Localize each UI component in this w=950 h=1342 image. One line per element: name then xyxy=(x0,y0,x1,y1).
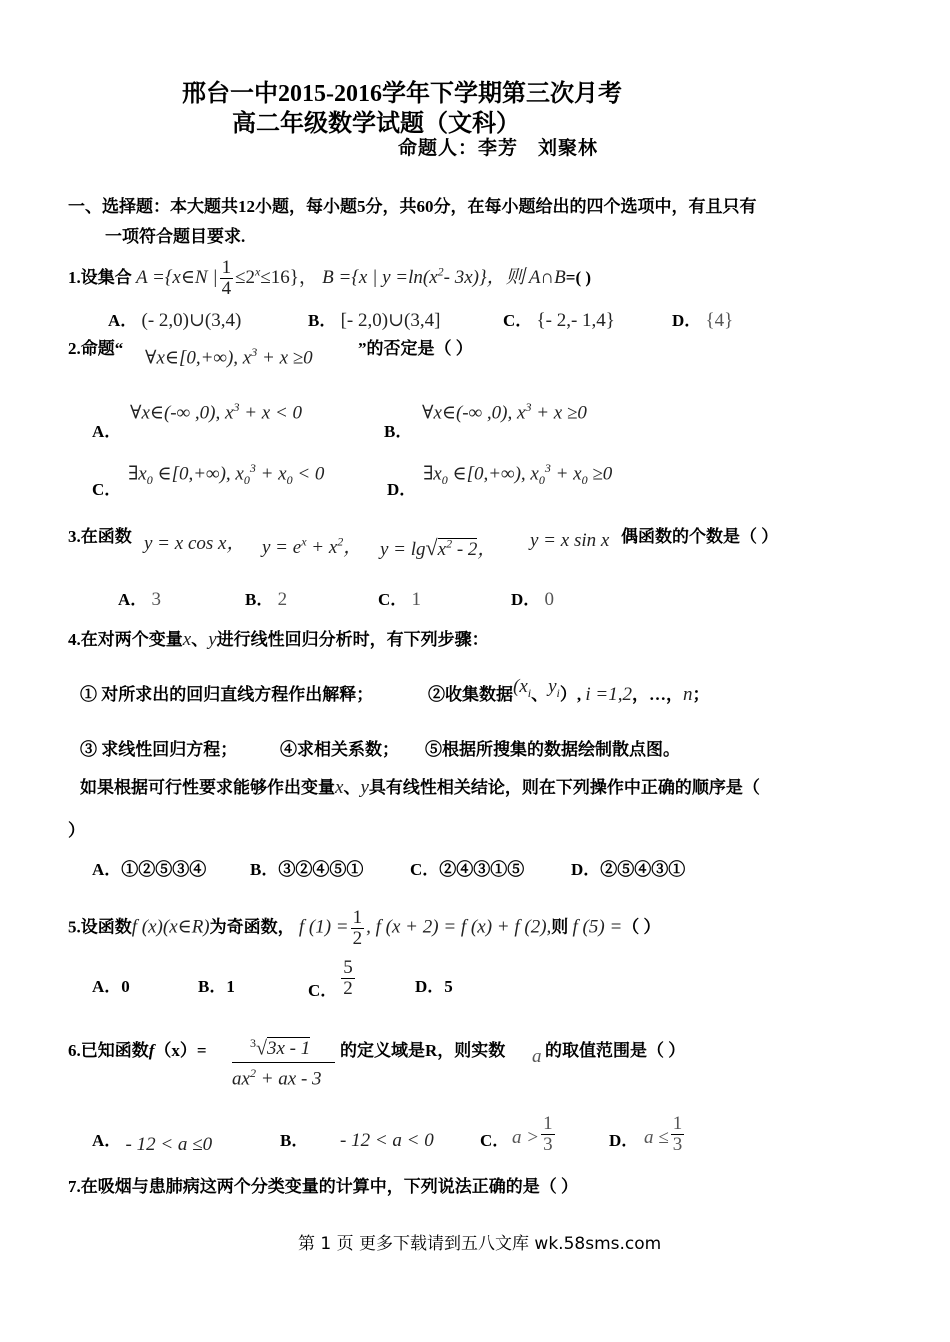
q6-option-b: - 12 < a < 0 xyxy=(340,1130,434,1151)
q3-function-3: $y = \lg√x^2 - 2$， xyxy=(380,535,497,560)
q4-step-3: ③ 求线性回归方程； xyxy=(80,740,238,759)
exam-title-line1: 邢台一中2015-2016学年下学期第三次月考 xyxy=(182,81,622,107)
q4-option-a: A．①②⑤③④ xyxy=(92,860,207,879)
q2-option-b-label: B． xyxy=(384,422,413,441)
q4-step-2: ②收集数据($x_i$、$y_i$）, i =1,2，…，n； xyxy=(428,676,710,705)
q4-option-b: B．③②④⑤① xyxy=(250,860,364,879)
q6-fraction-bar xyxy=(232,1062,335,1063)
q4-step-4: ④求相关系数； xyxy=(280,740,399,759)
q6-option-d-label: D． xyxy=(609,1131,639,1150)
q2-proposition: ∀x∈[0,+∞), $x^3 + x \ge 0$ xyxy=(145,345,313,369)
q6-numerator: $^3$√3x - 1 xyxy=(250,1036,311,1060)
q1-set-b: B ={x | $y =\ln(x^2-$ 3x)}，则 xyxy=(322,264,525,288)
q1-option-c: C． {- 2,- 1,4} xyxy=(503,310,615,331)
question-5: 5.设函数f (x)(x∈R)为奇函数， f (1) = $\frac{1}{2}$ , f (x + 2) = f (x) + f (2),则 f (5) =（ ） xyxy=(68,907,661,949)
q3-function-1: y = x cos x， xyxy=(144,533,246,554)
q3-suffix: 偶函数的个数是（ ） xyxy=(621,527,779,546)
q2-option-a-label: A． xyxy=(92,422,122,441)
q3-option-b: B． 2 xyxy=(245,589,288,610)
q6-var-a: a xyxy=(532,1046,542,1067)
q3-prefix: 3.在函数 xyxy=(68,527,132,546)
q1-suffix: =( ) xyxy=(565,267,592,287)
q2-option-d: $\exists x_0$ ∈[0,+∞), $x_0^3 + x_0 \ge 0$ xyxy=(423,461,613,488)
q1-set-a: A ={x∈N | $\frac{1}{4}$ $\le 2^x\le 16$}， xyxy=(136,257,318,299)
q2-prefix: 2.命题“ xyxy=(68,339,124,358)
q6-option-a: A． - 12 < a ≤0 xyxy=(92,1131,213,1155)
q6-option-c-label: C． xyxy=(480,1131,510,1150)
q2-suffix: ”的否定是（ ） xyxy=(358,339,473,358)
q3-option-a: A． 3 xyxy=(118,589,162,610)
q3-function-2: $y = e^x + x^2$， xyxy=(262,534,363,558)
q6-mid: 的定义域是R，则实数 xyxy=(340,1041,506,1060)
q3-function-4: y = x sin x xyxy=(530,530,610,551)
exam-title-line2: 高二年级数学试题（文科） xyxy=(232,111,520,137)
q6-option-b-label: B． xyxy=(280,1131,309,1150)
q2-option-c: $\exists x_0$ ∈[0,+∞), $x_0^3 + x_0 < 0$ xyxy=(128,461,325,488)
page-footer: 第 1 页 更多下载请到五八文库 wk.58sms.com xyxy=(298,1234,662,1254)
q2-option-a: ∀x∈(-∞ ,0), $x^3 + x < 0$ xyxy=(130,400,303,424)
q2-option-d-label: D． xyxy=(387,480,417,499)
q2-option-b: ∀x∈(-∞ ,0), $x^3 + x \ge 0$ xyxy=(422,400,587,424)
question-1 xyxy=(68,258,591,299)
q1-option-a: A． (- 2,0)∪(3,4) xyxy=(108,310,242,331)
q4-question: 如果根据可行性要求能够作出变量x、y具有线性相关结论，则在下列操作中正确的顺序是（ xyxy=(80,777,760,798)
q4-step-5: ⑤根据所搜集的数据绘制散点图。 xyxy=(425,740,680,759)
q2-option-c-label: C． xyxy=(92,480,122,499)
q1-option-d: D． {4} xyxy=(672,310,734,331)
q1-option-b: B． [- 2,0)∪(3,4] xyxy=(308,310,441,331)
q1-intersection: A∩B xyxy=(528,266,566,288)
q5-option-a: A．0 xyxy=(92,977,130,996)
q5-option-d: D．5 xyxy=(415,977,453,996)
q4-stem: 4.在对两个变量x、y进行线性回归分析时，有下列步骤： xyxy=(68,629,489,650)
q6-denominator: $ax^2$ + ax - 3 xyxy=(232,1066,322,1090)
q6-suffix: 的取值范围是（ ） xyxy=(545,1041,686,1060)
exam-authors: 命题人：李芳 刘聚林 xyxy=(398,138,599,159)
q6-option-c: a > $\frac{1}{3}$ xyxy=(512,1113,553,1155)
q3-option-c: C． 1 xyxy=(378,589,422,610)
q4-option-c: C．②④③①⑤ xyxy=(410,860,525,879)
q4-option-d: D．②⑤④③① xyxy=(571,860,686,879)
question-7: 7.在吸烟与患肺病这两个分类变量的计算中，下列说法正确的是（ ） xyxy=(68,1177,578,1196)
q1-prefix: 1.设集合 xyxy=(68,267,132,287)
q3-option-d: D． 0 xyxy=(511,589,555,610)
section-heading: 一、选择题：本大题共12小题，每小题5分，共60分，在每小题给出的四个选项中，有且只有 xyxy=(68,197,757,216)
section-heading-cont: 一项符合题目要求. xyxy=(105,227,246,246)
q5-option-c: C． $\frac{5}{2}$ xyxy=(308,957,353,1001)
q5-option-b: B．1 xyxy=(198,977,235,996)
q6-option-d: a ≤ $\frac{1}{3}$ xyxy=(644,1113,683,1155)
q4-question-close: ） xyxy=(68,821,85,840)
q6-prefix: 6.已知函数f（x）= xyxy=(68,1041,207,1060)
q4-step-1: ① 对所求出的回归直线方程作出解释； xyxy=(80,685,374,704)
